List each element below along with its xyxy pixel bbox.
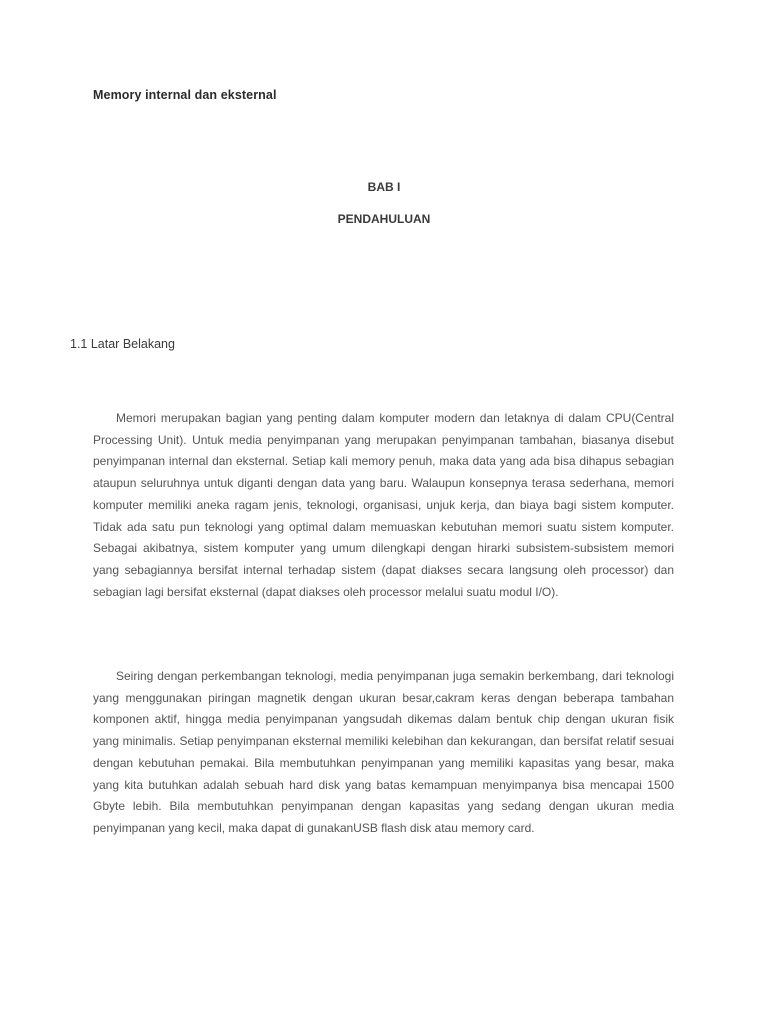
body-paragraph-1: Memori merupakan bagian yang penting dalam komputer modern dan letaknya di dalam CPU(Central Processing Unit). Untuk media penyimpanan yang merupakan penyimpanan tambahan, biasanya disebut penyimpanan internal dan eksternal. Setiap kali memory penuh, maka data yang ada bisa dihapus sebagian ataupun seluruhnya untuk diganti dengan data yang baru. Walaupun konsepnya terasa sederhana, memori komputer memiliki aneka ragam jenis, teknologi, organisasi, unjuk kerja, dan biaya bagi sistem komputer. Tidak ada satu pun teknologi yang optimal dalam memuaskan kebutuhan memori suatu sistem komputer. Sebagai akibatnya, sistem komputer yang umum dilengkapi dengan hirarki subsistem-subsistem memori yang sebagiannya bersifat internal terhadap sistem (dapat diakses secara langsung oleh processor) dan sebagian lagi bersifat eksternal (dapat diakses oleh processor melalui suatu modul I/O).: [93, 411, 674, 599]
section-heading: 1.1 Latar Belakang: [70, 337, 175, 351]
body-paragraph-2: Seiring dengan perkembangan teknologi, media penyimpanan juga semakin berkembang, dari teknologi yang menggunakan piringan magnetik dengan ukuran besar,cakram keras dengan beberapa tambahan komponen aktif, hingga media penyimpanan yangsudah dikemas dalam bentuk chip dengan ukuran fisik yang minimalis. Setiap penyimpanan eksternal memiliki kelebihan dan kekurangan, dan bersifat relatif sesuai dengan kebutuhan pemakai. Bila membutuhkan penyimpanan yang memiliki kapasitas yang besar, maka yang kita butuhkan adalah sebuah hard disk yang batas kemampuan menyimpanya bisa mencapai 1500 Gbyte lebih. Bila membutuhkan penyimpanan dengan kapasitas yang sedang dengan ukuran media penyimpanan yang kecil, maka dapat di gunakanUSB flash disk atau memory card.: [93, 669, 674, 835]
document-title: Memory internal dan eksternal: [93, 88, 277, 102]
chapter-title: PENDAHULUAN: [337, 212, 431, 226]
chapter-number: BAB I: [367, 180, 401, 194]
